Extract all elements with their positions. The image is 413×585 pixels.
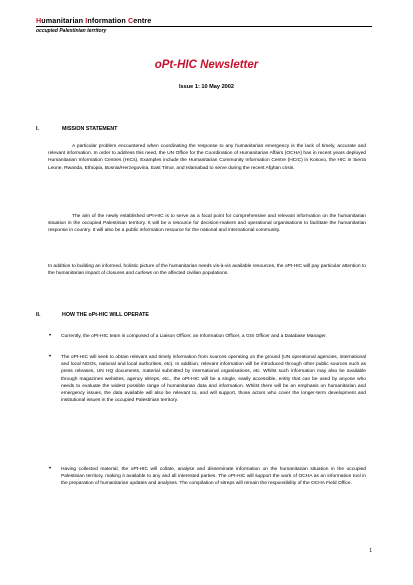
header-word-information: nformation — [87, 16, 128, 25]
section-heading-mission — [36, 126, 117, 132]
mission-paragraph-3: In addition to building an informed, holistic picture of the humanitarian needs vis-à-vis available resources, the oPt-HIC will pay particular attention to the humanitarian impact of closures and curfews on the affected civilian populations. — [48, 264, 366, 277]
header-cap-h: H — [36, 16, 42, 25]
mission-paragraph-2: The aim of the newly established oPt-HIC is to serve as a focal point for comprehensive and relevant information on the humanitarian situation in the occupied Palestinian territory. It will be a resource for decision-makers and operational organisations to facilitate the humanitarian response in country. It will also be a public information resource for the national and international community. — [48, 214, 366, 234]
page-header — [36, 17, 372, 35]
header-subtitle: occupied Palestinian territory — [36, 28, 107, 34]
newsletter-title: oPt-HIC Newsletter — [154, 59, 259, 71]
bullet-icon: • — [49, 466, 52, 472]
bullet-icon: • — [49, 333, 52, 339]
bullet-item — [48, 333, 366, 340]
header-cap-i: I — [85, 16, 88, 25]
bullet-item — [48, 466, 366, 488]
section-title: HOW THE oPt-HIC WILL OPERATE — [62, 312, 149, 318]
header-cap-c: C — [127, 16, 134, 25]
section-number: II. — [36, 312, 41, 318]
mission-paragraph-1: A particular problem encountered when coordinating the response to any humanitarian emergency is the lack of timely, accurate and relevant information. In order to address this need, the UN Office for the Coordination of Humanitarian Affairs (OCHA) has in recent years deployed Humanitarian Information Centres (HICs). Examples include the Humanitarian Community Information Centre (HCIC) in Kosovo, the HIC in Sierra Leone, Rwanda, Ethiopia, Bosnia/Herzegovina, East Timor, and Islamabad to serve during the recent Afghan crisis. — [48, 144, 366, 171]
header-title — [36, 17, 372, 25]
bullet-text: Having collected material, the oPt-HIC will collate, analyse and disseminate information on the humanitarian situation in the occupied Palestinian territory, making it available to any and all interested parties. The oPt-HIC will support the work of OCHA as an information tool in the preparation of humanitarian updates and analyses. The compilation of sitreps will remain the responsibility of the OCHA Field Office. — [61, 467, 366, 487]
issue-line: Issue 1: 10 May 2002 — [178, 84, 235, 90]
bullet-item — [48, 354, 366, 404]
bullet-icon: • — [49, 354, 52, 360]
page-number: 1 — [369, 548, 372, 554]
bullet-text: Currently, the oPt-HIC team is composed of a Liaison Officer, an Information Officer, a GIS Officer and a Database Manager. — [61, 334, 327, 339]
header-word-centre: entre — [133, 16, 152, 25]
header-rule — [36, 26, 372, 27]
section-heading-operation — [36, 312, 149, 318]
header-word-humanitarian: umanitarian — [41, 16, 86, 25]
section-number: I. — [36, 126, 39, 132]
bullet-text: The oPt-HIC will seek to obtain relevant and timely information from sources operating on the ground (UN operational agencies, international and local NGOs, national and local authorities, etc). In addition, relevant information will be introduced through other public sources such as press releases, UN HQ documents, material submitted by international organisations, etc. Whilst such information may also be available through magazines websites, agency sitreps, etc., the oPt-HIC will be a single, easily accessible, entity that can be used by anyone who needs to evaluate the widest possible range of humanitarian data and information. Whilst there will be an emphasis on humanitarian and emergency issues, the data available will also be relevant to, and will support, those actors who cover the longer-term development and institutional issues in the occupied Palestinian territory. — [61, 355, 366, 404]
section-title: MISSION STATEMENT — [62, 126, 118, 132]
